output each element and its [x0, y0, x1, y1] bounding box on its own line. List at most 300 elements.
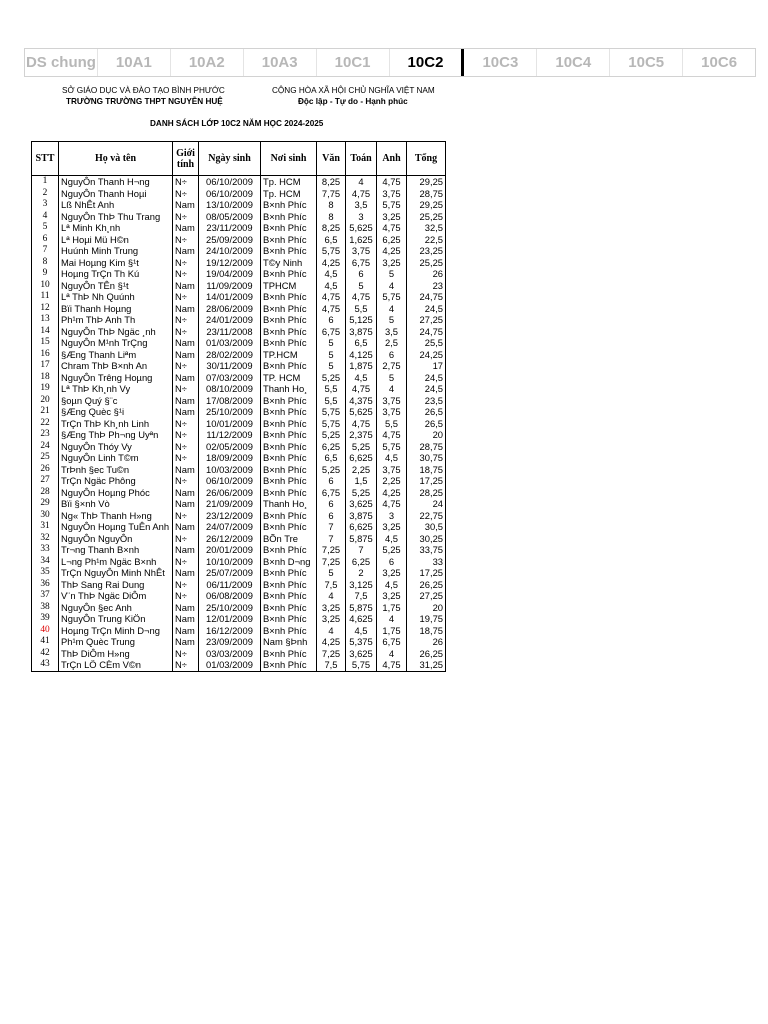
stt-cell: 6	[32, 234, 59, 246]
literature-cell: 8,25	[317, 176, 346, 188]
table-row	[32, 659, 446, 671]
total-cell: 26,5	[407, 406, 446, 418]
gender-cell: Nam	[173, 567, 199, 579]
col-math: Toán	[346, 142, 377, 176]
total-cell: 23,5	[407, 395, 446, 407]
english-cell: 4	[377, 613, 407, 625]
dob-cell: 11/09/2009	[199, 280, 261, 292]
math-cell: 5,75	[346, 659, 377, 671]
col-birthplace: Nơi sinh	[261, 142, 317, 176]
gender-cell: Nam	[173, 222, 199, 234]
english-cell: 2,5	[377, 337, 407, 349]
english-cell: 6	[377, 349, 407, 361]
birthplace-cell: B×nh Phíc	[261, 648, 317, 660]
math-cell: 7	[346, 544, 377, 556]
english-cell: 3,5	[377, 326, 407, 338]
table-row	[32, 326, 446, 338]
name-cell: NguyÔn ThÞ Thu Trang	[59, 211, 173, 223]
birthplace-cell: Tp. HCM	[261, 188, 317, 200]
math-cell: 6,5	[346, 337, 377, 349]
name-cell: NguyÔn Trêng Hoµng	[59, 372, 173, 384]
literature-cell: 5	[317, 337, 346, 349]
gender-cell: N÷	[173, 326, 199, 338]
english-cell: 5	[377, 314, 407, 326]
gender-cell: Nam	[173, 303, 199, 315]
total-cell: 26	[407, 636, 446, 648]
dob-cell: 23/12/2009	[199, 510, 261, 522]
table-row	[32, 234, 446, 246]
stt-cell: 7	[32, 245, 59, 257]
table-row	[32, 602, 446, 614]
literature-cell: 6	[317, 498, 346, 510]
math-cell: 4,75	[346, 383, 377, 395]
birthplace-cell: B×nh Phíc	[261, 337, 317, 349]
total-cell: 24,5	[407, 303, 446, 315]
gender-cell: Nam	[173, 498, 199, 510]
english-cell: 3,25	[377, 521, 407, 533]
literature-cell: 5	[317, 360, 346, 372]
math-cell: 5,625	[346, 406, 377, 418]
stt-cell: 11	[32, 291, 59, 303]
gender-cell: N÷	[173, 176, 199, 188]
stt-cell: 26	[32, 464, 59, 476]
gender-cell: N÷	[173, 452, 199, 464]
dob-cell: 07/03/2009	[199, 372, 261, 384]
table-row	[32, 406, 446, 418]
total-cell: 23	[407, 280, 446, 292]
sheet-tab-10c2[interactable]: 10C2	[390, 49, 465, 76]
name-cell: §Æng ThÞ Ph¬ng Uyªn	[59, 429, 173, 441]
name-cell: Tr¬ng Thanh B×nh	[59, 544, 173, 556]
birthplace-cell: T©y Ninh	[261, 257, 317, 269]
dob-cell: 06/10/2009	[199, 176, 261, 188]
table-row	[32, 498, 446, 510]
stt-cell: 36	[32, 579, 59, 591]
dob-cell: 20/01/2009	[199, 544, 261, 556]
math-cell: 5	[346, 280, 377, 292]
literature-cell: 6	[317, 475, 346, 487]
table-row	[32, 590, 446, 602]
table-row	[32, 487, 446, 499]
sheet-tab-10c5[interactable]: 10C5	[610, 49, 683, 76]
english-cell: 1,75	[377, 602, 407, 614]
sheet-tab-10c3[interactable]: 10C3	[464, 49, 537, 76]
birthplace-cell: B×nh Phíc	[261, 268, 317, 280]
name-cell: NguyÔn Hoµng Phóc	[59, 487, 173, 499]
english-cell: 2,75	[377, 360, 407, 372]
total-cell: 18,75	[407, 625, 446, 637]
gender-cell: Nam	[173, 406, 199, 418]
sheet-tab-ds-chung[interactable]: DS chung	[25, 49, 98, 76]
table-row	[32, 475, 446, 487]
total-cell: 33	[407, 556, 446, 568]
total-cell: 28,25	[407, 487, 446, 499]
gender-cell: Nam	[173, 602, 199, 614]
birthplace-cell: B×nh Phíc	[261, 602, 317, 614]
literature-cell: 6,25	[317, 441, 346, 453]
literature-cell: 4	[317, 590, 346, 602]
total-cell: 25,25	[407, 257, 446, 269]
col-literature: Văn	[317, 142, 346, 176]
birthplace-cell: B×nh D¬ng	[261, 556, 317, 568]
literature-cell: 5	[317, 567, 346, 579]
stt-cell: 21	[32, 406, 59, 418]
stt-cell: 14	[32, 326, 59, 338]
math-cell: 4,375	[346, 395, 377, 407]
name-cell: NguyÔn NguyÔn	[59, 533, 173, 545]
name-cell: Chram ThÞ B×nh An	[59, 360, 173, 372]
english-cell: 6,75	[377, 636, 407, 648]
dob-cell: 23/11/2008	[199, 326, 261, 338]
literature-cell: 5,5	[317, 395, 346, 407]
table-row	[32, 533, 446, 545]
english-cell: 4	[377, 280, 407, 292]
english-cell: 3,75	[377, 188, 407, 200]
english-cell: 3,25	[377, 590, 407, 602]
gender-cell: N÷	[173, 429, 199, 441]
name-cell: V¨n ThÞ Ngäc DiÔm	[59, 590, 173, 602]
total-cell: 18,75	[407, 464, 446, 476]
birthplace-cell: B×nh Phíc	[261, 211, 317, 223]
stt-cell: 29	[32, 498, 59, 510]
dob-cell: 10/10/2009	[199, 556, 261, 568]
math-cell: 2	[346, 567, 377, 579]
stt-cell: 39	[32, 613, 59, 625]
name-cell: §oµn Quý §¨c	[59, 395, 173, 407]
literature-cell: 6,5	[317, 234, 346, 246]
total-cell: 24,5	[407, 372, 446, 384]
english-cell: 5,75	[377, 291, 407, 303]
birthplace-cell: B×nh Phíc	[261, 567, 317, 579]
name-cell: NguyÔn M¹nh TrÇng	[59, 337, 173, 349]
national-motto: Độc lập - Tự do - Hạnh phúc	[298, 97, 408, 106]
math-cell: 3,875	[346, 510, 377, 522]
math-cell: 4,75	[346, 418, 377, 430]
stt-cell: 18	[32, 372, 59, 384]
literature-cell: 7	[317, 521, 346, 533]
table-row	[32, 452, 446, 464]
english-cell: 3,25	[377, 211, 407, 223]
literature-cell: 6,75	[317, 487, 346, 499]
literature-cell: 5	[317, 349, 346, 361]
col-total: Tổng	[407, 142, 446, 176]
dob-cell: 26/12/2009	[199, 533, 261, 545]
dob-cell: 28/06/2009	[199, 303, 261, 315]
dob-cell: 12/01/2009	[199, 613, 261, 625]
gender-cell: Nam	[173, 625, 199, 637]
sheet-tab-10a1[interactable]: 10A1	[98, 49, 171, 76]
english-cell: 5	[377, 372, 407, 384]
national-title: CỘNG HÒA XÃ HỘI CHỦ NGHĨA VIỆT NAM	[272, 86, 435, 95]
gender-cell: Nam	[173, 521, 199, 533]
birthplace-cell: Nam §Þnh	[261, 636, 317, 648]
total-cell: 27,25	[407, 314, 446, 326]
math-cell: 4,125	[346, 349, 377, 361]
literature-cell: 4,25	[317, 257, 346, 269]
literature-cell: 8,25	[317, 222, 346, 234]
name-cell: NguyÔn Trung KiÖn	[59, 613, 173, 625]
math-cell: 4,75	[346, 291, 377, 303]
stt-cell: 34	[32, 556, 59, 568]
math-cell: 4,5	[346, 372, 377, 384]
table-row	[32, 441, 446, 453]
birthplace-cell: B×nh Phíc	[261, 613, 317, 625]
literature-cell: 7,25	[317, 544, 346, 556]
name-cell: §Æng Quèc §¹i	[59, 406, 173, 418]
english-cell: 4,5	[377, 452, 407, 464]
gender-cell: Nam	[173, 636, 199, 648]
total-cell: 29,25	[407, 176, 446, 188]
total-cell: 30,5	[407, 521, 446, 533]
name-cell: Lª ThÞ Nh Quúnh	[59, 291, 173, 303]
table-row	[32, 544, 446, 556]
birthplace-cell: B×nh Phíc	[261, 222, 317, 234]
gender-cell: N÷	[173, 418, 199, 430]
total-cell: 17,25	[407, 475, 446, 487]
literature-cell: 5,75	[317, 245, 346, 257]
literature-cell: 6	[317, 510, 346, 522]
dob-cell: 30/11/2009	[199, 360, 261, 372]
dob-cell: 24/10/2009	[199, 245, 261, 257]
name-cell: NguyÔn Thóy Vy	[59, 441, 173, 453]
gender-cell: N÷	[173, 291, 199, 303]
total-cell: 25,25	[407, 211, 446, 223]
sheet-tab-bar	[24, 48, 756, 77]
total-cell: 22,75	[407, 510, 446, 522]
literature-cell: 6	[317, 314, 346, 326]
table-row	[32, 625, 446, 637]
stt-cell: 20	[32, 395, 59, 407]
total-cell: 32,5	[407, 222, 446, 234]
table-row	[32, 579, 446, 591]
gender-cell: N÷	[173, 257, 199, 269]
gender-cell: N÷	[173, 590, 199, 602]
literature-cell: 4,75	[317, 303, 346, 315]
total-cell: 33,75	[407, 544, 446, 556]
name-cell: Bïi Thanh Hoµng	[59, 303, 173, 315]
table-row	[32, 303, 446, 315]
gender-cell: Nam	[173, 245, 199, 257]
english-cell: 4,75	[377, 498, 407, 510]
english-cell: 3	[377, 510, 407, 522]
gender-cell: N÷	[173, 648, 199, 660]
stt-cell: 28	[32, 487, 59, 499]
total-cell: 22,5	[407, 234, 446, 246]
stt-cell: 31	[32, 521, 59, 533]
total-cell: 26,25	[407, 579, 446, 591]
sheet-tab-10c1[interactable]: 10C1	[317, 49, 390, 76]
name-cell: NguyÔn §ec Anh	[59, 602, 173, 614]
math-cell: 2,375	[346, 429, 377, 441]
col-dob: Ngày sinh	[199, 142, 261, 176]
table-row	[32, 257, 446, 269]
math-cell: 4,75	[346, 188, 377, 200]
birthplace-cell: TPHCM	[261, 280, 317, 292]
english-cell: 3,75	[377, 406, 407, 418]
stt-cell: 8	[32, 257, 59, 269]
sheet-tab-10c6[interactable]: 10C6	[701, 54, 738, 71]
col-english: Anh	[377, 142, 407, 176]
sheet-tab-10c4[interactable]: 10C4	[537, 49, 610, 76]
student-roster-table	[31, 141, 446, 672]
gender-cell: Nam	[173, 464, 199, 476]
literature-cell: 4,25	[317, 636, 346, 648]
name-cell: Hoµng TrÇn Minh D¬ng	[59, 625, 173, 637]
english-cell: 4,75	[377, 659, 407, 671]
document-title: DANH SÁCH LỚP 10C2 NĂM HỌC 2024-2025	[150, 119, 324, 128]
gender-cell: N÷	[173, 659, 199, 671]
english-cell: 5,75	[377, 441, 407, 453]
birthplace-cell: B×nh Phíc	[261, 395, 317, 407]
literature-cell: 3,25	[317, 602, 346, 614]
stt-cell: 22	[32, 418, 59, 430]
total-cell: 26	[407, 268, 446, 280]
english-cell: 5,75	[377, 199, 407, 211]
birthplace-cell: B×nh Phíc	[261, 291, 317, 303]
gender-cell: Nam	[173, 395, 199, 407]
dob-cell: 10/01/2009	[199, 418, 261, 430]
math-cell: 5,25	[346, 441, 377, 453]
english-cell: 3,75	[377, 395, 407, 407]
literature-cell: 5,25	[317, 429, 346, 441]
literature-cell: 6,75	[317, 326, 346, 338]
stt-cell: 10	[32, 280, 59, 292]
total-cell: 23,25	[407, 245, 446, 257]
dob-cell: 06/08/2009	[199, 590, 261, 602]
sheet-tab-10a3[interactable]: 10A3	[244, 49, 317, 76]
math-cell: 4	[346, 176, 377, 188]
table-row	[32, 429, 446, 441]
english-cell: 2,25	[377, 475, 407, 487]
total-cell: 27,25	[407, 590, 446, 602]
table-row	[32, 360, 446, 372]
stt-cell: 5	[32, 222, 59, 234]
name-cell: TrÞnh §ec Tu©n	[59, 464, 173, 476]
table-row	[32, 556, 446, 568]
math-cell: 3,75	[346, 245, 377, 257]
stt-cell: 37	[32, 590, 59, 602]
name-cell: NguyÔn Hoµng TuÊn Anh	[59, 521, 173, 533]
name-cell: TrÇn LÖ CÈm V©n	[59, 659, 173, 671]
birthplace-cell: B×nh Phíc	[261, 245, 317, 257]
name-cell: Ph¹m ThÞ Anh Th	[59, 314, 173, 326]
name-cell: NguyÔn Thanh Hoµi	[59, 188, 173, 200]
math-cell: 6	[346, 268, 377, 280]
stt-cell: 15	[32, 337, 59, 349]
gender-cell: N÷	[173, 188, 199, 200]
table-row	[32, 636, 446, 648]
birthplace-cell: Thanh Ho¸	[261, 383, 317, 395]
gender-cell: Nam	[173, 349, 199, 361]
english-cell: 4,75	[377, 429, 407, 441]
total-cell: 28,75	[407, 441, 446, 453]
name-cell: Mai Hoµng Kim §¹t	[59, 257, 173, 269]
literature-cell: 7,5	[317, 659, 346, 671]
stt-cell: 12	[32, 303, 59, 315]
gender-cell: N÷	[173, 211, 199, 223]
math-cell: 5,375	[346, 636, 377, 648]
gender-cell: N÷	[173, 314, 199, 326]
stt-cell: 4	[32, 211, 59, 223]
total-cell: 31,25	[407, 659, 446, 671]
stt-cell: 25	[32, 452, 59, 464]
birthplace-cell: B×nh Phíc	[261, 429, 317, 441]
literature-cell: 7,25	[317, 556, 346, 568]
literature-cell: 6,5	[317, 452, 346, 464]
school-name: TRƯỜNG TRƯỜNG THPT NGUYỄN HUỆ	[66, 97, 223, 106]
birthplace-cell: B×nh Phíc	[261, 625, 317, 637]
literature-cell: 7,5	[317, 579, 346, 591]
total-cell: 20	[407, 602, 446, 614]
stt-cell: 40	[32, 625, 59, 637]
birthplace-cell: B×nh Phíc	[261, 659, 317, 671]
table-row	[32, 418, 446, 430]
math-cell: 3,5	[346, 199, 377, 211]
table-row	[32, 337, 446, 349]
gender-cell: N÷	[173, 383, 199, 395]
stt-cell: 41	[32, 636, 59, 648]
literature-cell: 8	[317, 211, 346, 223]
math-cell: 1,5	[346, 475, 377, 487]
table-row	[32, 349, 446, 361]
dob-cell: 21/09/2009	[199, 498, 261, 510]
math-cell: 5,5	[346, 303, 377, 315]
dob-cell: 03/03/2009	[199, 648, 261, 660]
birthplace-cell: B×nh Phíc	[261, 326, 317, 338]
dob-cell: 17/08/2009	[199, 395, 261, 407]
gender-cell: Nam	[173, 199, 199, 211]
sheet-tab-10a2[interactable]: 10A2	[171, 49, 244, 76]
english-cell: 5,25	[377, 544, 407, 556]
dob-cell: 19/04/2009	[199, 268, 261, 280]
table-row	[32, 314, 446, 326]
table-row	[32, 245, 446, 257]
gender-cell: N÷	[173, 360, 199, 372]
birthplace-cell: B×nh Phíc	[261, 314, 317, 326]
total-cell: 24,25	[407, 349, 446, 361]
name-cell: NguyÔn ThÞ Ngäc ¸nh	[59, 326, 173, 338]
birthplace-cell: B×nh Phíc	[261, 579, 317, 591]
english-cell: 4	[377, 303, 407, 315]
birthplace-cell: Thanh Ho¸	[261, 498, 317, 510]
english-cell: 6,25	[377, 234, 407, 246]
stt-cell: 32	[32, 533, 59, 545]
math-cell: 6,625	[346, 521, 377, 533]
table-row	[32, 510, 446, 522]
gender-cell: N÷	[173, 234, 199, 246]
math-cell: 3,625	[346, 648, 377, 660]
dob-cell: 08/10/2009	[199, 383, 261, 395]
table-row	[32, 383, 446, 395]
dob-cell: 16/12/2009	[199, 625, 261, 637]
total-cell: 17	[407, 360, 446, 372]
dob-cell: 06/10/2009	[199, 475, 261, 487]
english-cell: 4	[377, 383, 407, 395]
birthplace-cell: Tp. HCM	[261, 176, 317, 188]
name-cell: TrÇn ThÞ Kh¸nh Linh	[59, 418, 173, 430]
gender-cell: Nam	[173, 487, 199, 499]
math-cell: 4,5	[346, 625, 377, 637]
stt-cell: 30	[32, 510, 59, 522]
name-cell: Lª ThÞ Kh¸nh Vy	[59, 383, 173, 395]
birthplace-cell: B×nh Phíc	[261, 510, 317, 522]
total-cell: 26,25	[407, 648, 446, 660]
total-cell: 28,75	[407, 188, 446, 200]
dob-cell: 25/10/2009	[199, 406, 261, 418]
birthplace-cell: B×nh Phíc	[261, 303, 317, 315]
table-header-row	[32, 142, 446, 176]
literature-cell: 4	[317, 625, 346, 637]
